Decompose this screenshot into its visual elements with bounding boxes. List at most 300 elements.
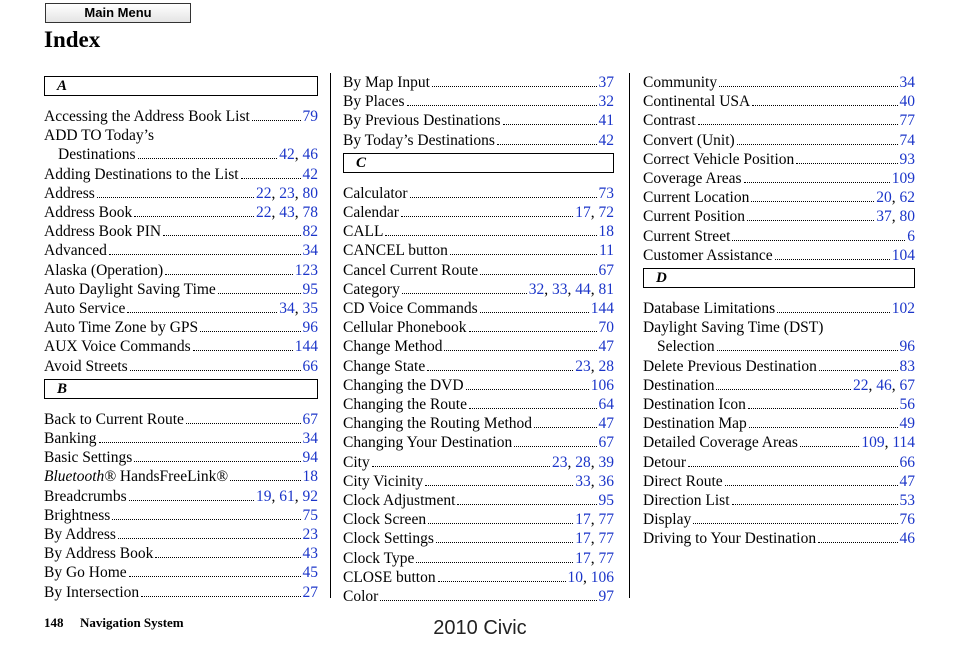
page-references: 10, 106: [567, 568, 614, 586]
dot-leader: [138, 158, 278, 159]
page-references: 17, 77: [575, 549, 614, 567]
entry-label: Destinations: [58, 146, 136, 164]
entry-label: Cellular Phonebook: [343, 319, 467, 337]
index-entry: [643, 529, 915, 548]
index-entry: [643, 73, 915, 92]
entry-label: Avoid Streets: [44, 357, 128, 375]
entry-label: Direction List: [643, 492, 730, 510]
section-letter: C: [356, 154, 367, 171]
page-link[interactable]: 46: [899, 530, 915, 548]
footer-page-number: 148: [44, 615, 64, 630]
column-divider: [330, 73, 331, 598]
page-references: [303, 429, 319, 448]
dot-leader: [129, 500, 254, 501]
page-references: [303, 318, 319, 337]
page-references: [303, 563, 319, 582]
page-references: [900, 337, 916, 356]
page-link[interactable]: 123: [294, 261, 318, 279]
index-entry: [343, 131, 614, 150]
dot-leader: [428, 523, 573, 524]
index-entry: [643, 299, 915, 318]
dot-leader: [818, 542, 897, 543]
page-link[interactable]: 41: [598, 112, 614, 130]
page-link[interactable]: 144: [590, 300, 614, 318]
page-link[interactable]: 19: [256, 487, 272, 505]
page-link[interactable]: 82: [302, 223, 318, 241]
entry-label: Brightness: [44, 506, 111, 524]
entry-label: CANCEL button: [343, 242, 448, 260]
page-link[interactable]: 75: [302, 506, 318, 524]
dot-leader: [466, 389, 589, 390]
index-entry: [44, 126, 318, 145]
page-link[interactable]: 95: [598, 492, 614, 510]
dot-leader: [751, 201, 874, 202]
page-link[interactable]: 42: [598, 131, 614, 149]
page-link[interactable]: 67: [899, 376, 915, 394]
index-entry: [343, 357, 614, 376]
page-link[interactable]: 17: [575, 511, 591, 529]
entry-label: By Go Home: [44, 564, 127, 582]
dot-leader: [112, 519, 300, 520]
index-entry: [343, 184, 614, 203]
dot-leader: [775, 259, 890, 260]
page-references: [900, 131, 916, 150]
index-entry: [343, 337, 614, 356]
index-entry: [44, 357, 318, 376]
entry-label: Current Street: [643, 227, 731, 245]
entry-label: Current Location: [643, 189, 750, 207]
page-link[interactable]: 77: [598, 511, 614, 529]
dot-leader: [732, 504, 898, 505]
entry-label: Database Limitations: [643, 300, 776, 318]
index-entry: [643, 188, 915, 207]
dot-leader: [155, 557, 300, 558]
page-link[interactable]: 18: [598, 223, 614, 241]
page-link[interactable]: 11: [599, 242, 614, 260]
page-link[interactable]: 66: [899, 453, 915, 471]
page-link[interactable]: 40: [899, 93, 915, 111]
index-entry: [44, 410, 318, 429]
page-link[interactable]: 61: [279, 487, 295, 505]
page-link[interactable]: 70: [598, 319, 614, 337]
page-link[interactable]: 23: [552, 453, 568, 471]
entry-label: Adding Destinations to the List: [44, 165, 239, 183]
page-references: [599, 92, 615, 111]
entry-label: Clock Screen: [343, 511, 427, 529]
index-entry: [643, 337, 915, 356]
page-references: [900, 357, 916, 376]
index-entry: [643, 376, 915, 395]
page-references: [599, 491, 615, 510]
dot-leader: [438, 581, 566, 582]
page-references: [892, 169, 915, 188]
index-entry: [44, 184, 318, 203]
page-link[interactable]: 43: [279, 204, 295, 222]
dot-leader: [127, 312, 277, 313]
dot-leader: [402, 293, 527, 294]
dot-leader: [514, 446, 596, 447]
dot-leader: [134, 461, 300, 462]
page-references: [599, 337, 615, 356]
entry-label: Detour: [643, 453, 687, 471]
index-entry: [643, 433, 915, 452]
dot-leader: [134, 216, 254, 217]
dot-leader: [732, 240, 905, 241]
dot-leader: [752, 105, 897, 106]
page-references: [303, 544, 319, 563]
page-link[interactable]: 106: [590, 568, 614, 586]
index-entry: [44, 563, 318, 582]
entry-label: Changing the Route: [343, 396, 467, 414]
page-link[interactable]: 109: [891, 170, 915, 188]
entry-label: Change State: [343, 357, 426, 375]
dot-leader: [99, 442, 301, 443]
index-entry: [44, 506, 318, 525]
entry-label: Color: [343, 588, 379, 606]
entry-label-text: HandsFreeLink®: [119, 468, 229, 486]
page-link[interactable]: 67: [598, 261, 614, 279]
entry-label: By Intersection: [44, 583, 140, 601]
page-link[interactable]: 17: [575, 530, 591, 548]
entry-label: Customer Assistance: [643, 246, 773, 264]
index-entry: [343, 299, 614, 318]
dot-leader: [410, 197, 597, 198]
page-link[interactable]: 17: [575, 204, 591, 222]
page-link[interactable]: 27: [302, 583, 318, 601]
index-entry: [643, 395, 915, 414]
page-link[interactable]: 114: [892, 434, 915, 452]
page-references: [303, 448, 319, 467]
dot-leader: [252, 120, 301, 121]
page-references: [303, 280, 319, 299]
footer-section-title: Navigation System: [80, 615, 184, 630]
entry-label: Convert (Unit): [643, 131, 735, 149]
page-link[interactable]: 64: [598, 396, 614, 414]
page-references: 34, 35: [279, 300, 318, 318]
page-link[interactable]: 79: [302, 108, 318, 125]
page-link[interactable]: 77: [598, 549, 614, 567]
page-link[interactable]: 33: [575, 472, 591, 490]
page-link[interactable]: 80: [899, 208, 915, 226]
page-link[interactable]: 62: [899, 189, 915, 207]
entry-label: CD Voice Commands: [343, 300, 478, 318]
page-link[interactable]: 17: [575, 549, 591, 567]
index-entry: [643, 150, 915, 169]
section-header: [44, 379, 318, 399]
page-references: 109, 114: [861, 434, 915, 452]
dot-leader: [372, 466, 550, 467]
dot-leader: [407, 105, 597, 106]
entry-label: Address: [44, 184, 95, 202]
page-link[interactable]: 6: [907, 227, 915, 245]
dot-leader: [480, 274, 596, 275]
page-references: [599, 318, 615, 337]
index-entry: [44, 299, 318, 318]
index-entry: [343, 433, 614, 452]
page-link[interactable]: 80: [302, 184, 318, 202]
dot-leader: [130, 370, 301, 371]
entry-label: Daylight Saving Time (DST): [643, 319, 824, 337]
page-link[interactable]: 32: [528, 280, 545, 298]
page-link[interactable]: 77: [598, 530, 614, 548]
dot-leader: [427, 370, 573, 371]
page-link[interactable]: 42: [302, 165, 318, 183]
page-link[interactable]: 47: [598, 415, 614, 433]
index-entry: [44, 318, 318, 337]
dot-leader: [469, 331, 597, 332]
page-references: [303, 107, 319, 126]
index-column-2: [343, 73, 614, 606]
dot-leader: [450, 254, 597, 255]
page-link[interactable]: 20: [876, 189, 892, 207]
page-link[interactable]: 34: [279, 300, 295, 318]
main-menu-button[interactable]: Main Menu: [45, 3, 191, 23]
page-references: [599, 587, 615, 606]
dot-leader: [777, 312, 890, 313]
index-entry: [343, 414, 614, 433]
entry-label: City: [343, 453, 370, 471]
page-link[interactable]: 34: [899, 74, 915, 91]
index-entry: [643, 131, 915, 150]
page-references: [303, 583, 319, 602]
entry-label: Direct Route: [643, 472, 723, 490]
index-entry: [643, 318, 915, 337]
page-link[interactable]: 53: [899, 492, 915, 510]
index-entry: [44, 280, 318, 299]
page-references: 17, 72: [575, 204, 614, 222]
dot-leader: [796, 163, 897, 164]
entry-label: Coverage Areas: [643, 170, 742, 188]
page-references: 33, 36: [575, 472, 614, 490]
dot-leader: [749, 427, 898, 428]
dot-leader: [737, 144, 898, 145]
index-entry: [643, 357, 915, 376]
entry-label: Current Position: [643, 208, 746, 226]
page-references: [303, 467, 319, 486]
page-references: [599, 414, 615, 433]
page-link[interactable]: 18: [302, 468, 318, 486]
section-letter: D: [656, 270, 667, 287]
index-entry: [44, 487, 318, 506]
index-entry: [343, 376, 614, 395]
page-references: [599, 131, 615, 150]
page-link[interactable]: 36: [598, 472, 614, 490]
entry-label: Destination: [643, 376, 715, 394]
page-link[interactable]: 34: [302, 430, 318, 448]
page-references: [907, 227, 915, 246]
index-entry: [643, 246, 915, 265]
index-entry: [343, 203, 614, 222]
dot-leader: [688, 466, 897, 467]
page-link[interactable]: 106: [590, 376, 614, 394]
index-entry: [44, 583, 318, 602]
section-header: [343, 153, 614, 173]
entry-label: Alaska (Operation): [44, 261, 164, 279]
dot-leader: [497, 144, 597, 145]
page-references: [900, 529, 916, 548]
page-references: 22, 43, 78: [256, 204, 318, 222]
page-link[interactable]: 39: [598, 453, 614, 471]
index-entry: [343, 568, 614, 587]
page-link[interactable]: 46: [302, 146, 318, 164]
index-entry: [44, 525, 318, 544]
page-link[interactable]: 95: [302, 280, 318, 298]
dot-leader: [230, 480, 300, 481]
index-entry: [343, 318, 614, 337]
dot-leader: [186, 423, 301, 424]
page-references: [599, 222, 615, 241]
page-link[interactable]: 10: [567, 568, 583, 586]
page-link[interactable]: 76: [899, 511, 915, 529]
entry-label: Clock Adjustment: [343, 492, 456, 510]
entry-label: By Places: [343, 93, 405, 111]
page-link[interactable]: 22: [256, 184, 272, 202]
page-link[interactable]: 28: [598, 357, 614, 375]
entry-label: Delete Previous Destination: [643, 357, 817, 375]
page-link[interactable]: 67: [598, 434, 614, 452]
index-entry: [343, 587, 614, 606]
page-link[interactable]: 94: [302, 449, 318, 467]
page-link[interactable]: 47: [598, 338, 614, 356]
page-link[interactable]: 83: [899, 357, 915, 375]
index-entry: [643, 472, 915, 491]
page-link[interactable]: 93: [899, 150, 915, 168]
index-entry: [44, 165, 318, 184]
page-link[interactable]: 67: [302, 410, 318, 428]
index-entry: [343, 241, 614, 260]
page-link[interactable]: 49: [899, 415, 915, 433]
page-references: [599, 395, 615, 414]
page-link[interactable]: 96: [899, 338, 915, 356]
page-link[interactable]: 46: [876, 376, 892, 394]
page-link[interactable]: 45: [302, 564, 318, 582]
dot-leader: [503, 124, 597, 125]
page-link[interactable]: 22: [256, 204, 272, 222]
page-link[interactable]: 78: [302, 204, 318, 222]
page-link[interactable]: 42: [279, 146, 295, 164]
page-references: [303, 241, 319, 260]
entry-label: Contrast: [643, 112, 696, 130]
page-references: [599, 111, 615, 130]
page-references: 17, 77: [575, 511, 614, 529]
page-references: [599, 184, 615, 203]
page-link[interactable]: 47: [899, 472, 915, 490]
page-link[interactable]: 23: [279, 184, 295, 202]
page-link[interactable]: 96: [302, 319, 318, 337]
index-entry: [643, 414, 915, 433]
entry-label: Accessing the Address Book List: [44, 108, 250, 125]
page-references: [900, 150, 916, 169]
page-link[interactable]: 28: [575, 453, 591, 471]
page-link[interactable]: 33: [552, 280, 568, 298]
entry-label: Address Book: [44, 204, 133, 222]
entry-label: Correct Vehicle Position: [643, 150, 795, 168]
page-link[interactable]: 109: [861, 434, 885, 452]
page-references: [900, 453, 916, 472]
index-entry: [44, 429, 318, 448]
page-link[interactable]: 43: [302, 545, 318, 563]
dot-leader: [698, 124, 898, 125]
index-entry: [343, 472, 614, 491]
index-entry: [343, 549, 614, 568]
entry-label: Continental USA: [643, 93, 751, 111]
index-entry: [343, 453, 614, 472]
entry-label: Changing the DVD: [343, 376, 464, 394]
index-entry: [44, 203, 318, 222]
page-link[interactable]: 66: [302, 357, 318, 375]
page-link[interactable]: 37: [876, 208, 892, 226]
entry-label: Display: [643, 511, 692, 529]
page-link[interactable]: 32: [598, 93, 614, 111]
entry-label: Back to Current Route: [44, 410, 184, 428]
page-references: [303, 357, 319, 376]
index-entry: [643, 227, 915, 246]
index-entry: [343, 280, 614, 299]
index-entry: [643, 92, 915, 111]
index-entry: [643, 169, 915, 188]
dot-leader: [719, 86, 897, 87]
page-references: [900, 414, 916, 433]
page-link[interactable]: 34: [302, 242, 318, 260]
dot-leader: [725, 485, 898, 486]
index-entry: [643, 510, 915, 529]
entry-label: By Address Book: [44, 545, 154, 563]
page-link[interactable]: 56: [899, 396, 915, 414]
page-references: [295, 337, 318, 356]
page-link[interactable]: 44: [575, 280, 591, 298]
page-link[interactable]: 23: [575, 357, 591, 375]
page-link[interactable]: 92: [302, 487, 318, 505]
page-references: [900, 73, 916, 92]
entry-label: Changing Your Destination: [343, 434, 513, 452]
page-link[interactable]: 97: [598, 588, 614, 606]
page-link[interactable]: 81: [598, 280, 614, 298]
page-link[interactable]: 72: [598, 204, 614, 222]
page-link[interactable]: 37: [598, 74, 614, 91]
page-references: [599, 261, 615, 280]
page-link[interactable]: 77: [899, 112, 915, 130]
index-entry: [343, 491, 614, 510]
index-entry: [343, 111, 614, 130]
page-references: [303, 410, 319, 429]
page-link[interactable]: 23: [302, 526, 318, 544]
page-references: [303, 165, 319, 184]
watermark: 2010 Civic: [433, 617, 527, 639]
index-entry: [643, 453, 915, 472]
column-divider: [629, 73, 630, 598]
entry-label: Detailed Coverage Areas: [643, 434, 798, 452]
page-references: 22, 46, 67: [853, 376, 915, 394]
entry-label: Auto Service: [44, 300, 126, 318]
index-entry: [44, 107, 318, 126]
index-entry: [343, 529, 614, 548]
page-link[interactable]: 35: [302, 300, 318, 318]
section-header: [643, 268, 915, 288]
page-link[interactable]: 104: [891, 246, 915, 264]
page-link[interactable]: 74: [899, 131, 915, 149]
index-entry: [44, 337, 318, 356]
page-link[interactable]: 102: [891, 300, 915, 318]
dot-leader: [200, 331, 300, 332]
entry-label: Banking: [44, 430, 97, 448]
index-entry: [343, 510, 614, 529]
page-link[interactable]: 22: [853, 376, 869, 394]
page-references: [892, 246, 915, 265]
page-link[interactable]: 73: [598, 184, 614, 202]
page-link[interactable]: 144: [294, 338, 318, 356]
dot-leader: [819, 370, 898, 371]
dot-leader: [436, 542, 573, 543]
